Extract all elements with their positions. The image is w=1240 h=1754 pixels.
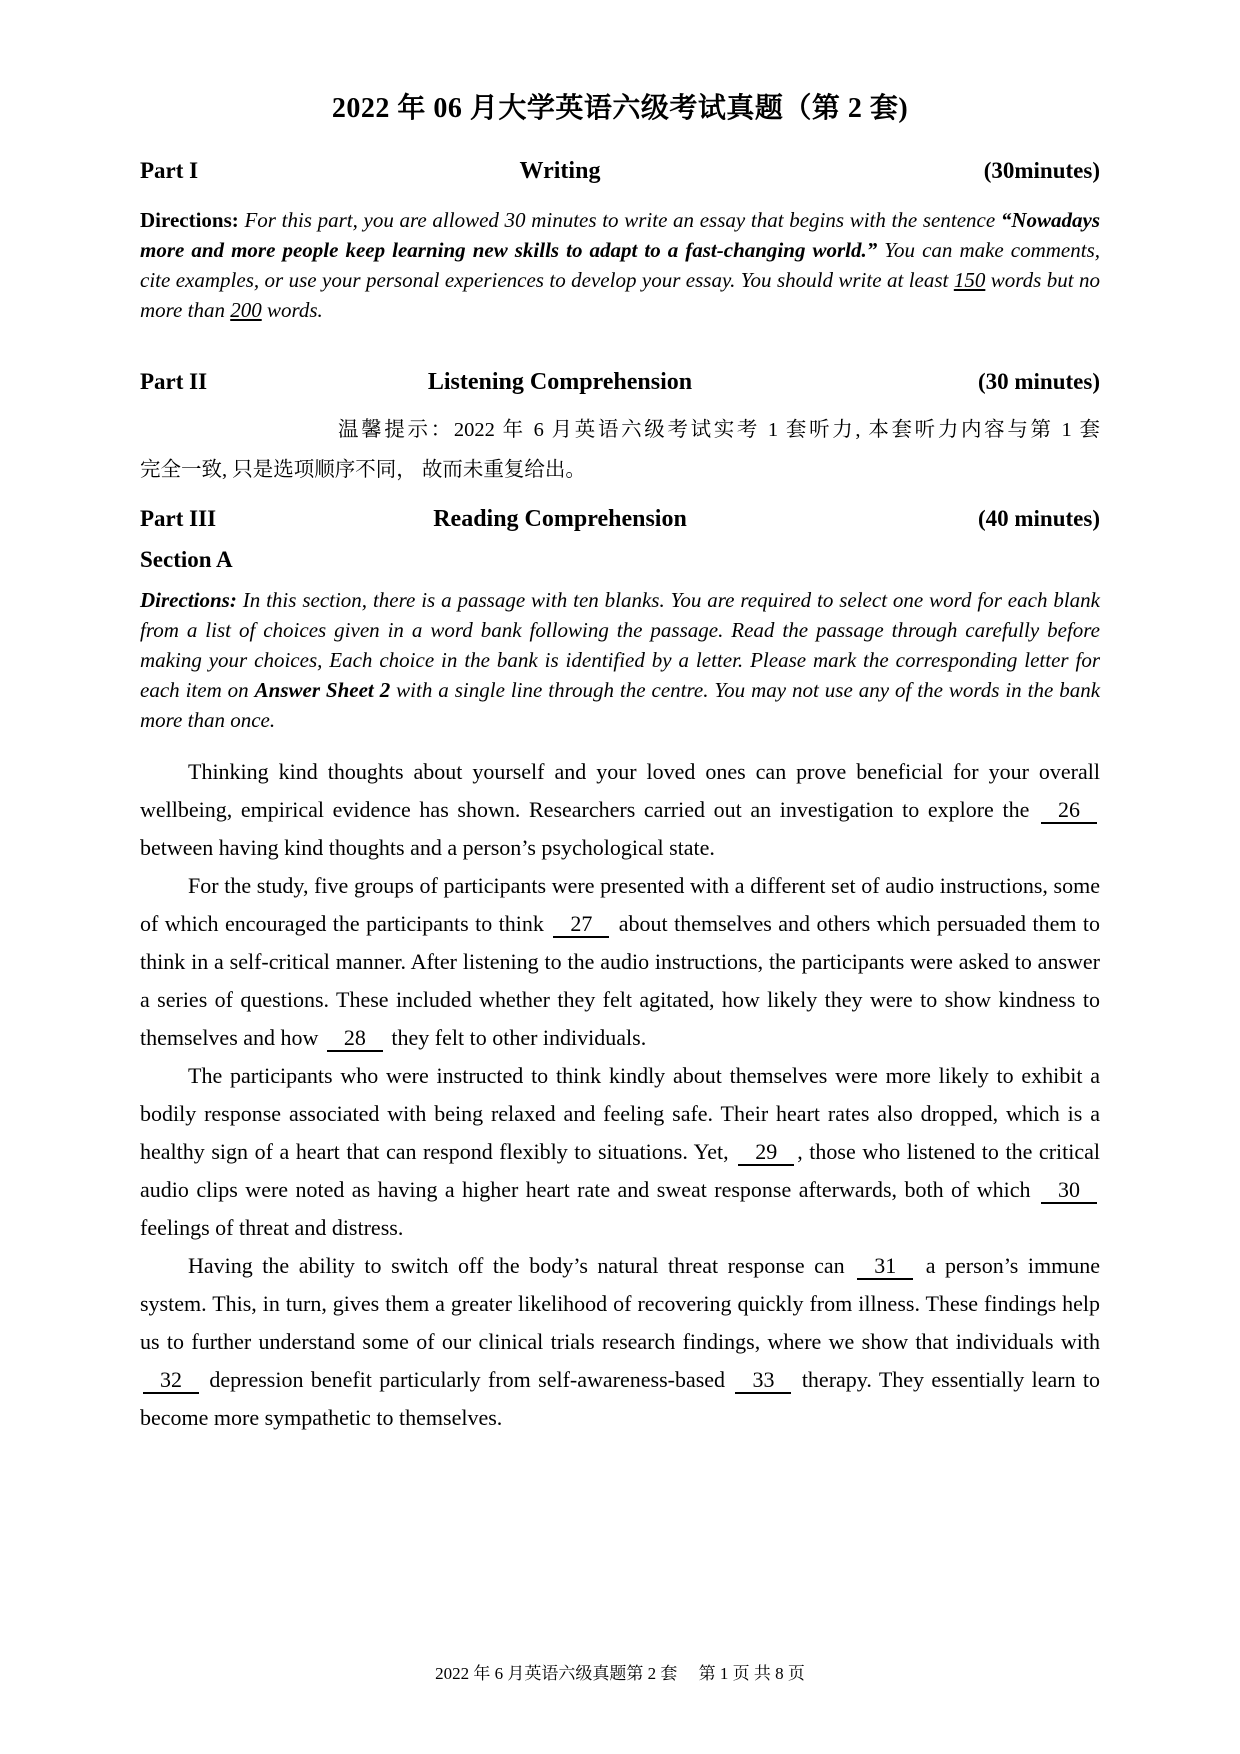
section-a-heading: Section A xyxy=(140,547,233,572)
part3-label: Part III xyxy=(140,506,217,531)
part1-min-words: 150 xyxy=(953,268,986,292)
passage-paragraph-4 xyxy=(140,1247,1100,1437)
section-a-directions-end: with a single line through the centre. You may not use any of the words in the bank more than once. xyxy=(140,678,1101,732)
p2-text-2: about themselves and others which persuaded them to think in a self-critical manner. After listening to the audio instructions, the participants were asked to answer a series of questions. These included whether they felt agitated, how likely they were to show kindness to themselves and how xyxy=(140,911,1101,1050)
section-a-directions xyxy=(140,585,1100,735)
page-footer: 2022 年 6 月英语六级真题第 2 套 第 1 页 共 8 页 xyxy=(435,1664,805,1683)
part1-directions xyxy=(140,205,1100,325)
part1-directions-between: words but no more than xyxy=(140,268,1100,322)
blank-27-number: 27 xyxy=(570,911,593,936)
blank-26 xyxy=(1041,798,1097,824)
blank-30-number: 30 xyxy=(1058,1177,1081,1202)
p4-text-1: Having the ability to switch off the body’s natural threat response can xyxy=(188,1253,845,1278)
blank-33 xyxy=(735,1368,791,1394)
part3-heading: Reading Comprehension xyxy=(433,506,687,532)
p2-text-1: For the study, five groups of participants were presented with a different set of audio instructions, some of which encouraged the participants to think xyxy=(140,873,1100,936)
part1-max-words: 200 xyxy=(230,298,262,322)
part2-time: (30 minutes) xyxy=(977,369,1100,394)
blank-29 xyxy=(738,1140,794,1166)
blank-28-number: 28 xyxy=(343,1025,366,1050)
part1-directions-quote: “Nowadays more and more people keep learning new skills to adapt to a fast-changing world.” xyxy=(140,208,1100,262)
part2-heading: Listening Comprehension xyxy=(427,369,693,395)
part1-time: (30minutes) xyxy=(983,158,1100,183)
part2-label: Part II xyxy=(140,369,208,394)
part3-header xyxy=(140,506,1100,533)
part1-heading: Writing xyxy=(519,158,601,184)
p4-text-3: depression benefit particularly from self-awareness-based xyxy=(209,1367,726,1392)
blank-33-number: 33 xyxy=(752,1367,775,1392)
blank-28 xyxy=(327,1026,383,1052)
part1-directions-end: words. xyxy=(266,298,323,322)
page-title: 2022 年 06 月大学英语六级考试真题（第 2 套) xyxy=(331,93,909,124)
blank-26-number: 26 xyxy=(1058,797,1081,822)
blank-31 xyxy=(857,1254,913,1280)
part2-header xyxy=(140,369,1100,396)
passage-paragraph-1 xyxy=(140,753,1100,867)
section-a-directions-main: In this section, there is a passage with ten blanks. You are required to select one word for each blank from a list of choices given in a word bank following the passage. Read the passage through carefully before making your choices, Each choice in the bank is identified by a letter. Please mark the corresponding letter for each item on xyxy=(140,588,1100,702)
p4-text-2: a person’s immune system. This, in turn, gives them a greater likelihood of recovering quickly from illness. These findings help us to further understand some of our clinical trials research findings, where we show that individuals with xyxy=(140,1253,1100,1354)
passage-paragraph-3 xyxy=(140,1057,1100,1247)
blank-30 xyxy=(1041,1178,1097,1204)
p1-text-2: between having kind thoughts and a person’s psychological state. xyxy=(140,835,715,860)
part1-header xyxy=(140,158,1100,185)
p1-text-1: Thinking kind thoughts about yourself and your loved ones can prove beneficial for your overall wellbeing, empirical evidence has shown. Researchers carried out an investigation to explore the xyxy=(140,759,1100,822)
blank-27 xyxy=(553,912,609,938)
passage-paragraph-2 xyxy=(140,867,1100,1057)
part1-directions-label: Directions: xyxy=(140,208,239,232)
blank-32-number: 32 xyxy=(160,1367,182,1392)
notice-line-1: 温馨提示：2022 年 6 月英语六级考试实考 1 套听力, 本套听力内容与第 1 套 xyxy=(338,419,1100,441)
blank-32 xyxy=(143,1368,199,1394)
section-a-directions-label: Directions: xyxy=(140,588,237,612)
p3-text-1: The participants who were instructed to think kindly about themselves were more likely to exhibit a bodily response associated with being relaxed and feeling safe. Their heart rates also dropped, which is a healthy sign of a heart that can respond flexibly to situations. Yet, xyxy=(140,1063,1100,1164)
part2-listening-notice xyxy=(140,410,1100,490)
notice-line-2: 完全一致, 只是选项顺序不同， 故而未重复给出。 xyxy=(140,459,586,481)
p4-text-4: therapy. They essentially learn to become more sympathetic to themselves. xyxy=(140,1367,1101,1430)
part3-time: (40 minutes) xyxy=(977,506,1100,531)
p3-text-3: feelings of threat and distress. xyxy=(140,1215,404,1240)
blank-31-number: 31 xyxy=(874,1253,897,1278)
p2-text-3: they felt to other individuals. xyxy=(391,1025,647,1050)
part1-directions-intro: For this part, you are allowed 30 minutes to write an essay that begins with the sentence xyxy=(244,208,996,232)
blank-29-number: 29 xyxy=(755,1139,778,1164)
part1-label: Part I xyxy=(140,158,199,183)
p3-text-2: , those who listened to the critical audio clips were noted as having a higher heart rate and sweat response afterwards, both of which xyxy=(140,1139,1100,1202)
answer-sheet-ref: Answer Sheet 2 xyxy=(254,678,391,702)
part1-directions-mid: You can make comments, cite examples, or use your personal experiences to develop your essay. You should write at least xyxy=(140,238,1101,292)
